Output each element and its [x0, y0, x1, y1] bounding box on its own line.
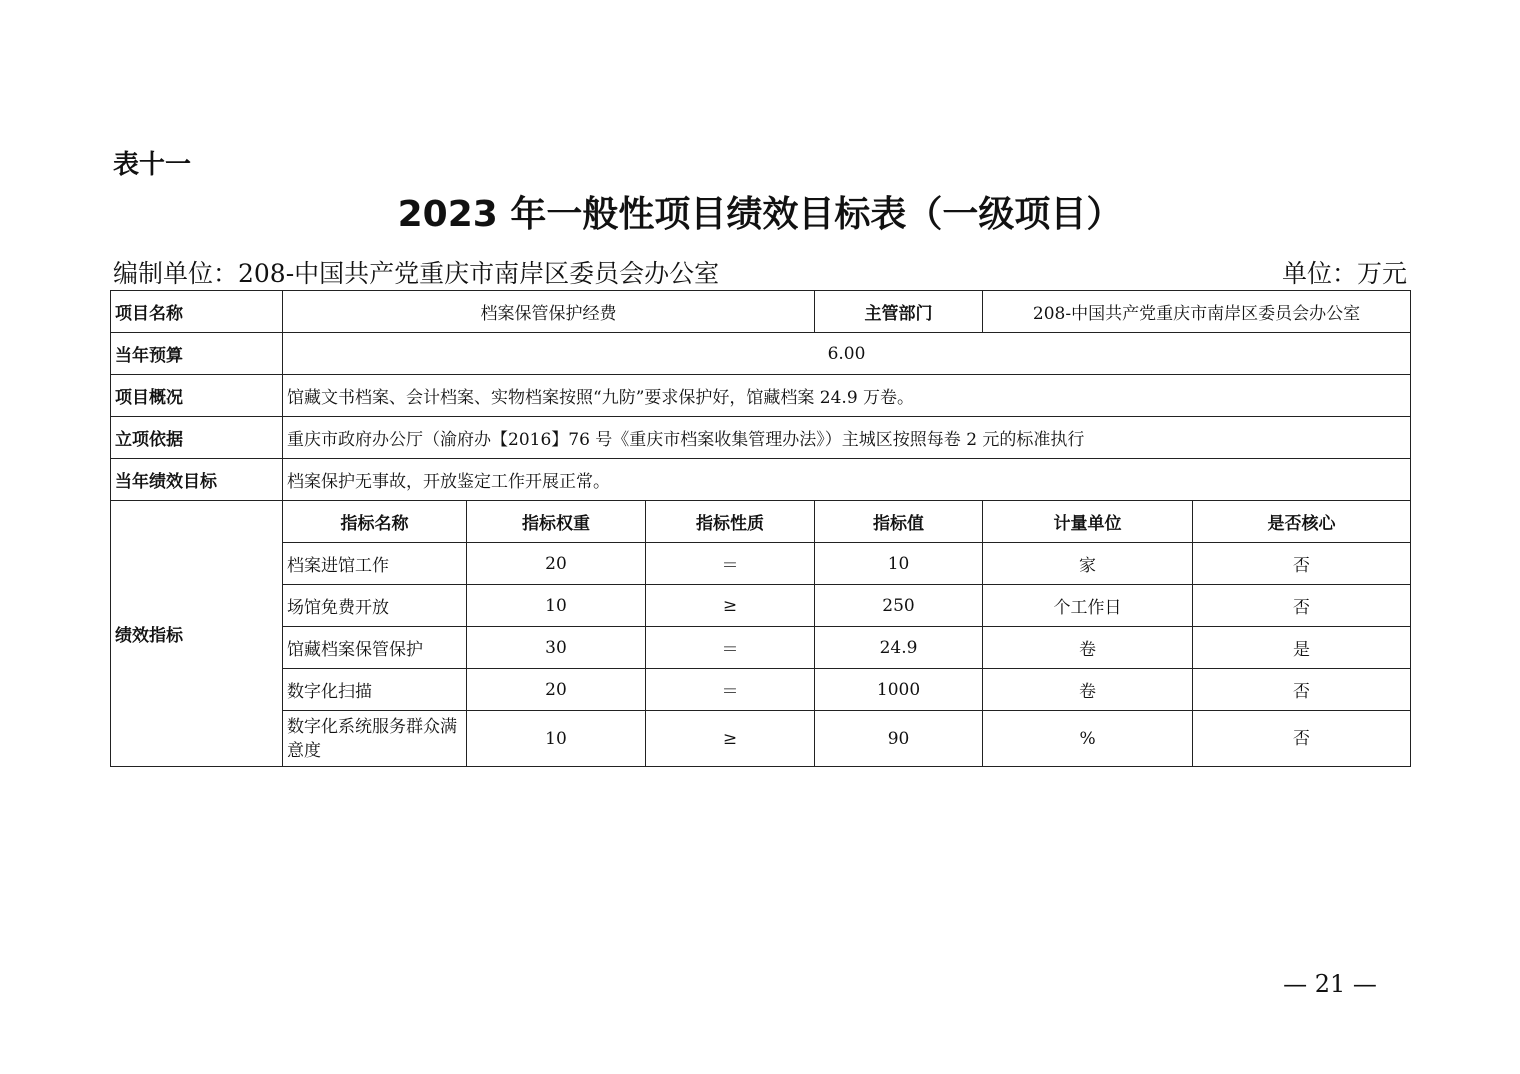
- indicator-unit: 家: [983, 543, 1193, 585]
- indicators-label: 绩效指标: [111, 501, 283, 767]
- indicator-row: [111, 585, 1411, 627]
- indicator-header-value: 指标值: [815, 501, 983, 543]
- indicator-nature: ≥: [646, 585, 815, 627]
- page-number: — 21 —: [1283, 970, 1377, 998]
- org-line: 编制单位：208-中国共产党重庆市南岸区委员会办公室: [113, 259, 720, 288]
- basis-row: [111, 417, 1411, 459]
- goal-label: 当年绩效目标: [111, 459, 283, 501]
- indicator-header-unit: 计量单位: [983, 501, 1193, 543]
- indicator-name: 场馆免费开放: [283, 585, 467, 627]
- unit-line: 单位：万元: [1281, 259, 1407, 288]
- project-name-value: 档案保管保护经费: [283, 291, 815, 333]
- indicator-core: 否: [1193, 543, 1411, 585]
- indicator-header-row: [111, 501, 1411, 543]
- project-name-row: [111, 291, 1411, 333]
- indicator-header-weight: 指标权重: [467, 501, 646, 543]
- page-title: 2023 年一般性项目绩效目标表（一级项目）: [397, 194, 1123, 235]
- performance-table: [110, 290, 1411, 767]
- indicator-unit: 卷: [983, 669, 1193, 711]
- indicator-row: [111, 711, 1411, 767]
- indicator-nature: ≥: [646, 711, 815, 767]
- indicator-unit: %: [983, 711, 1193, 767]
- budget-row: [111, 333, 1411, 375]
- indicator-header-core: 是否核心: [1193, 501, 1411, 543]
- indicator-name: 数字化系统服务群众满意度: [283, 711, 467, 767]
- overview-label: 项目概况: [111, 375, 283, 417]
- department-value: 208-中国共产党重庆市南岸区委员会办公室: [983, 291, 1411, 333]
- indicator-weight: 10: [467, 585, 646, 627]
- indicator-core: 否: [1193, 711, 1411, 767]
- indicator-name: 档案进馆工作: [283, 543, 467, 585]
- department-label: 主管部门: [815, 291, 983, 333]
- indicator-weight: 30: [467, 627, 646, 669]
- indicator-nature: ＝: [646, 543, 815, 585]
- indicator-weight: 10: [467, 711, 646, 767]
- indicator-weight: 20: [467, 543, 646, 585]
- indicator-value: 1000: [815, 669, 983, 711]
- indicator-value: 90: [815, 711, 983, 767]
- indicator-value: 24.9: [815, 627, 983, 669]
- goal-value: 档案保护无事故，开放鉴定工作开展正常。: [283, 459, 1411, 501]
- budget-label: 当年预算: [111, 333, 283, 375]
- indicator-core: 是: [1193, 627, 1411, 669]
- indicator-name: 数字化扫描: [283, 669, 467, 711]
- indicator-value: 10: [815, 543, 983, 585]
- indicator-nature: ＝: [646, 627, 815, 669]
- indicator-nature: ＝: [646, 669, 815, 711]
- indicator-unit: 个工作日: [983, 585, 1193, 627]
- indicator-name: 馆藏档案保管保护: [283, 627, 467, 669]
- goal-row: [111, 459, 1411, 501]
- overview-row: [111, 375, 1411, 417]
- indicator-weight: 20: [467, 669, 646, 711]
- indicator-header-nature: 指标性质: [646, 501, 815, 543]
- basis-value: 重庆市政府办公厅（渝府办【2016】76 号《重庆市档案收集管理办法》）主城区按照每卷 2 元的标准执行: [283, 417, 1411, 459]
- overview-value: 馆藏文书档案、会计档案、实物档案按照“九防”要求保护好，馆藏档案 24.9 万卷。: [283, 375, 1411, 417]
- basis-label: 立项依据: [111, 417, 283, 459]
- indicator-core: 否: [1193, 585, 1411, 627]
- table-label: 表十一: [113, 150, 192, 180]
- project-name-label: 项目名称: [111, 291, 283, 333]
- indicator-core: 否: [1193, 669, 1411, 711]
- budget-value: 6.00: [283, 333, 1411, 375]
- indicator-header-name: 指标名称: [283, 501, 467, 543]
- indicator-unit: 卷: [983, 627, 1193, 669]
- indicator-value: 250: [815, 585, 983, 627]
- indicator-row: [111, 627, 1411, 669]
- indicator-row: [111, 669, 1411, 711]
- indicator-row: [111, 543, 1411, 585]
